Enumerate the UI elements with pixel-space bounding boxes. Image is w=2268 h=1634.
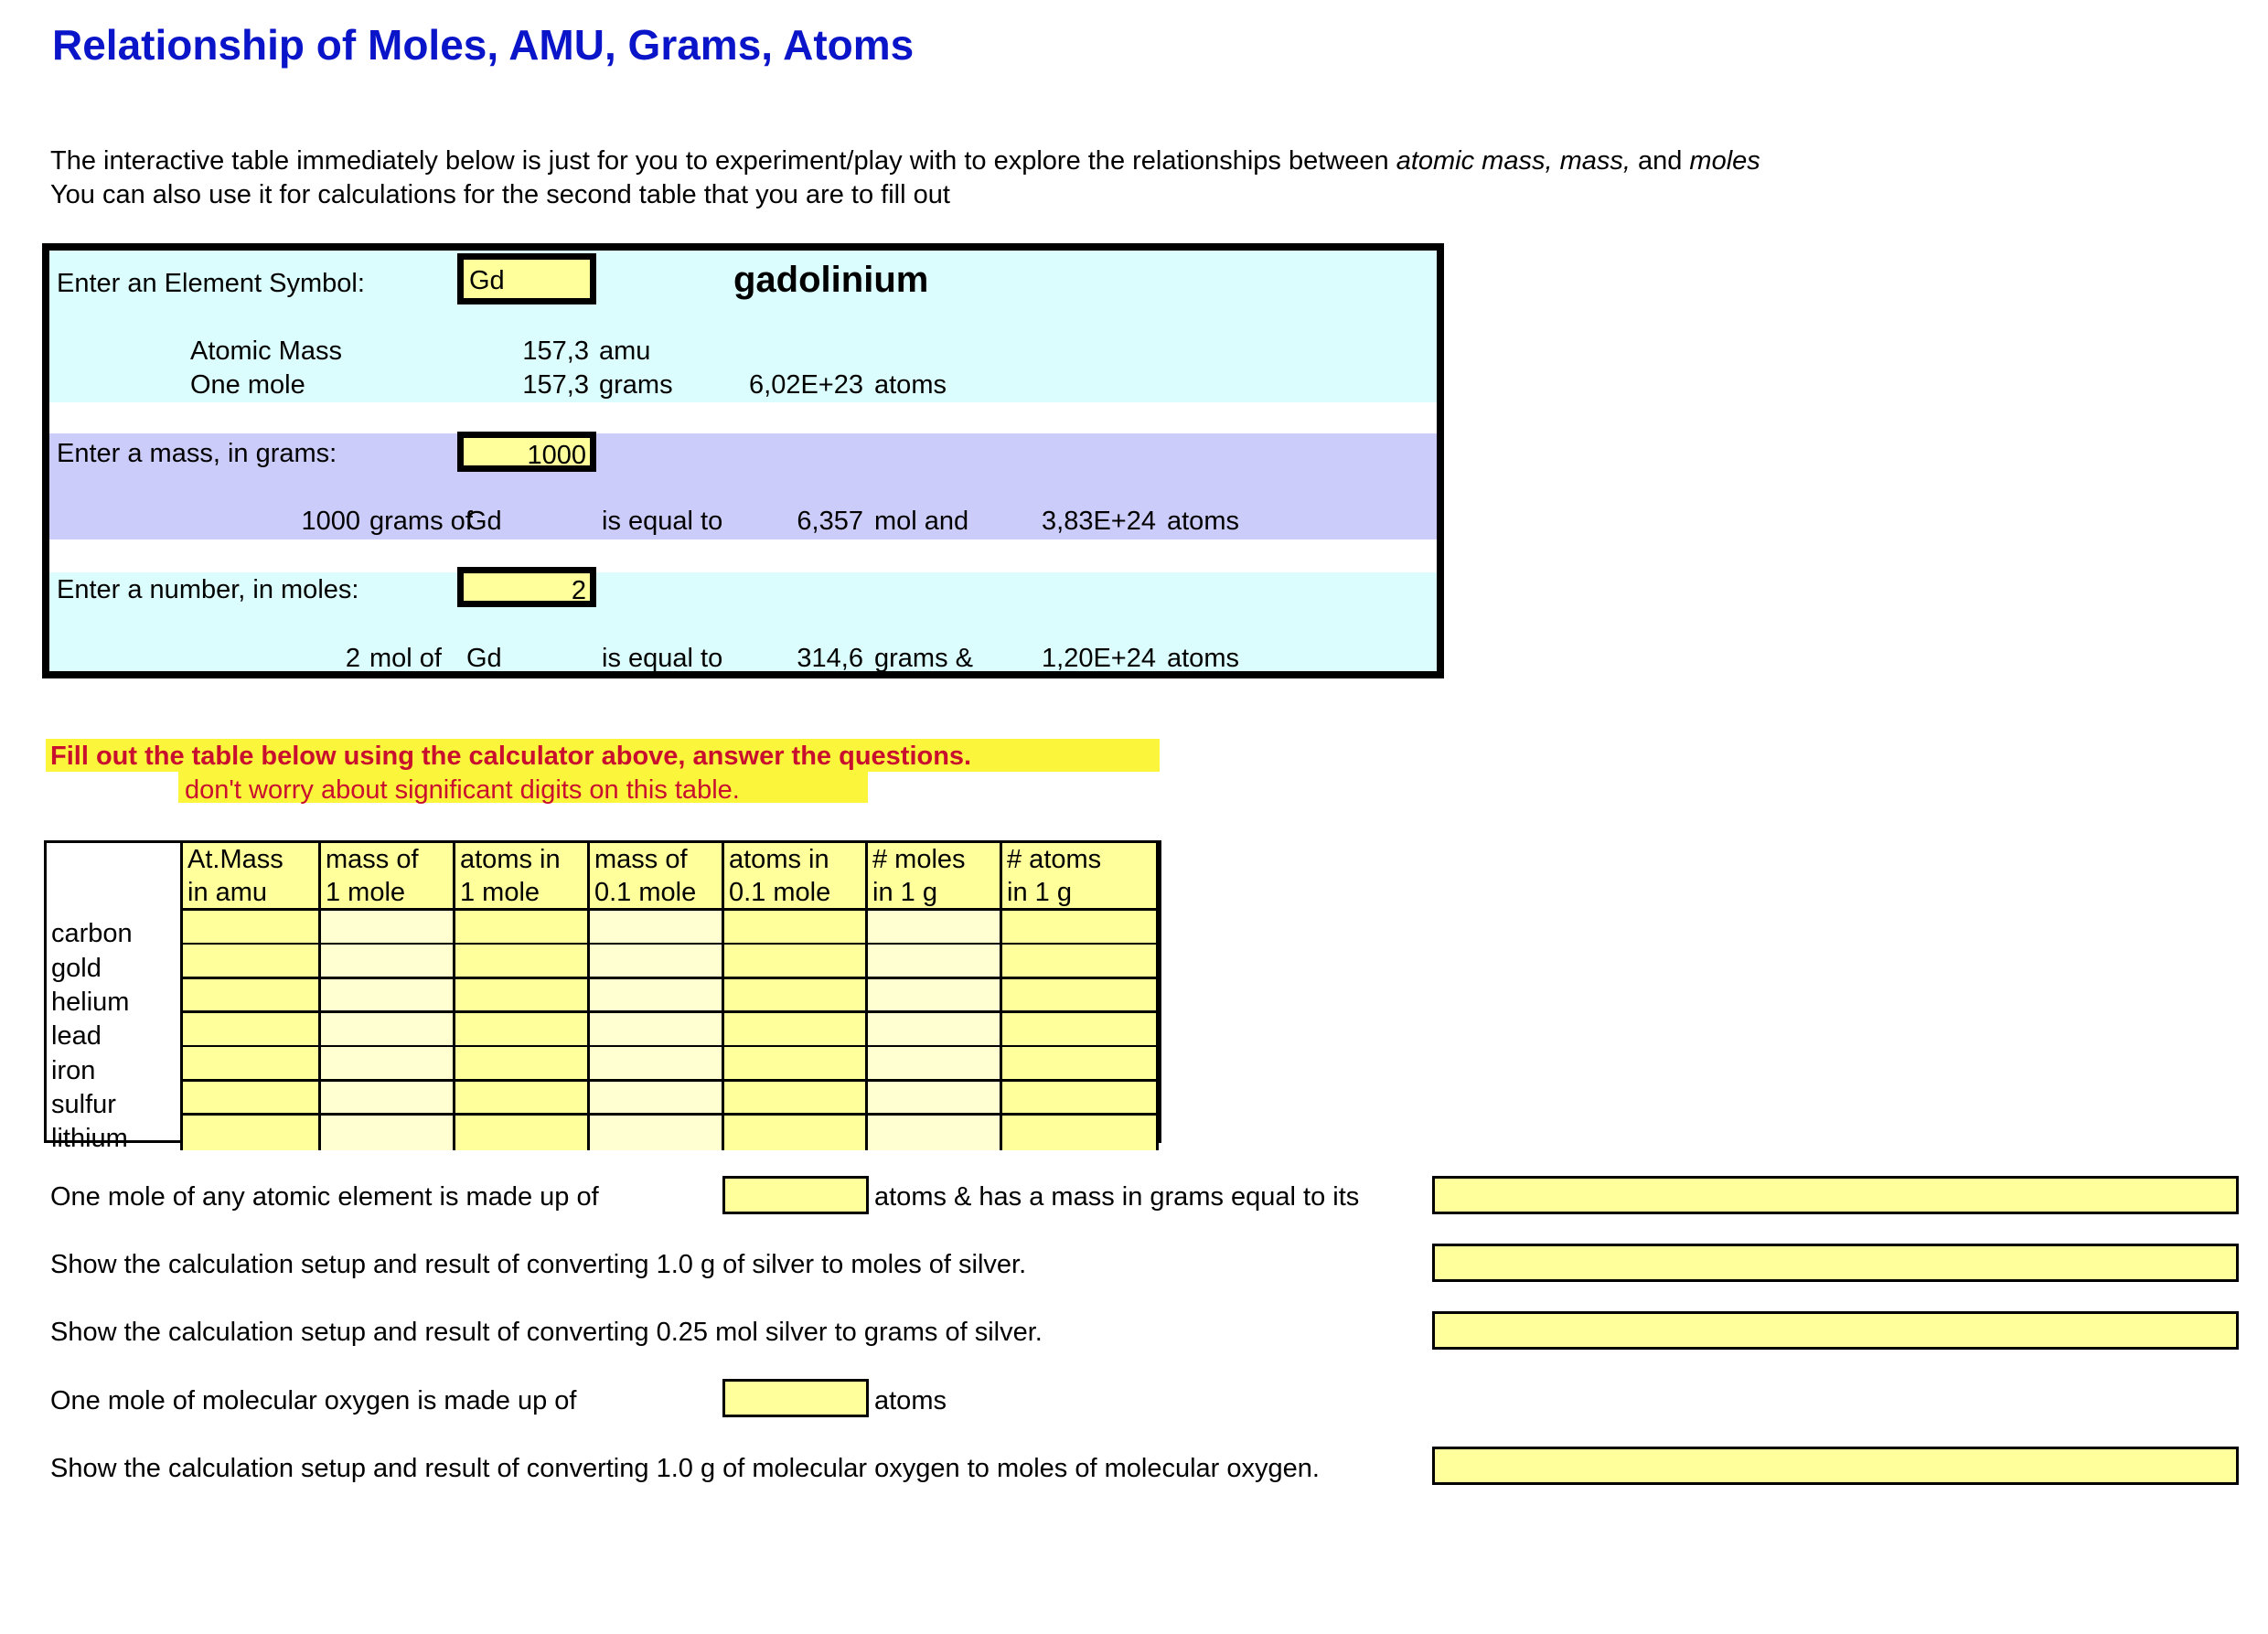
table-input-cell[interactable] (590, 911, 724, 945)
mass-result-grams: 1000 (301, 507, 360, 536)
table-input-cell[interactable] (590, 1047, 724, 1082)
table-header-cell (590, 843, 724, 911)
element-symbol-value: Gd (469, 266, 505, 295)
table-header-label: 0.1 mole (594, 878, 697, 907)
table-input-cell[interactable] (724, 945, 868, 979)
q1-atoms-answer-input[interactable] (722, 1176, 869, 1214)
table-header-label: atoms in (460, 845, 561, 874)
mass-result-equal: is equal to (602, 507, 723, 536)
table-row-label: helium (51, 987, 130, 1017)
table-header-label: in 1 g (872, 878, 937, 907)
table-input-cell[interactable] (1002, 1082, 1159, 1116)
table-input-cell[interactable] (1002, 1116, 1159, 1150)
table-header-label: mass of (594, 845, 688, 874)
table-input-cell[interactable] (1002, 945, 1159, 979)
element-symbol-input[interactable] (457, 253, 596, 304)
table-header-cell (1002, 843, 1159, 911)
table-input-cell[interactable] (868, 1082, 1002, 1116)
element-name: gadolinium (733, 260, 929, 300)
atomic-mass-value: 157,3 (522, 336, 589, 366)
table-row-label: gold (51, 953, 102, 983)
table-input-cell[interactable] (724, 1116, 868, 1150)
table-header-label: in 1 g (1007, 878, 1072, 907)
calculator-box (42, 243, 1444, 678)
instruction-line-2: don't worry about significant digits on this table. (185, 775, 740, 805)
page-title: Relationship of Moles, AMU, Grams, Atoms (52, 21, 915, 69)
table-input-cell[interactable] (590, 1013, 724, 1048)
table-input-cell[interactable] (321, 1013, 455, 1048)
moles-result-atoms-unit: atoms (1167, 644, 1239, 673)
table-input-cell[interactable] (321, 1082, 455, 1116)
intro-italic-terms: atomic mass, mass, (1396, 146, 1631, 176)
mass-result-atoms: 3,83E+24 (1042, 507, 1156, 536)
q2-answer-input[interactable] (1432, 1244, 2239, 1282)
table-input-cell[interactable] (724, 979, 868, 1014)
table-input-cell[interactable] (180, 911, 321, 945)
table-header-label: # moles (872, 845, 966, 874)
table-header-label: in amu (187, 878, 268, 907)
q5-answer-input[interactable] (1432, 1447, 2239, 1485)
question-4-text: One mole of molecular oxygen is made up of (50, 1386, 577, 1415)
avogadro-value: 6,02E+23 (749, 370, 863, 400)
table-header-cell (868, 843, 1002, 911)
moles-result-equal: is equal to (602, 644, 723, 673)
intro-line-2: You can also use it for calculations for the second table that you are to fill out (50, 180, 950, 209)
table-header-label: 0.1 mole (729, 878, 831, 907)
table-input-cell[interactable] (321, 945, 455, 979)
moles-result-atoms: 1,20E+24 (1042, 644, 1156, 673)
table-input-cell[interactable] (868, 1047, 1002, 1082)
table-input-cell[interactable] (1002, 911, 1159, 945)
question-3-text: Show the calculation setup and result of converting 0.25 mol silver to grams of silver. (50, 1318, 1043, 1347)
table-header-label: mass of (326, 845, 419, 874)
intro-line-1 (50, 146, 1760, 176)
table-input-cell[interactable] (590, 979, 724, 1014)
table-header-label: 1 mole (326, 878, 406, 907)
moles-input-value: 2 (571, 576, 586, 605)
table-input-cell[interactable] (180, 979, 321, 1014)
table-input-cell[interactable] (455, 911, 590, 945)
q4-answer-input[interactable] (722, 1379, 869, 1417)
mass-result-grams-of: grams of (369, 507, 473, 536)
table-input-cell[interactable] (455, 1047, 590, 1082)
moles-result-symbol: Gd (466, 644, 502, 673)
intro-text: The interactive table immediately below is just for you to experiment/play with to explore the relationships between (50, 146, 1396, 176)
table-input-cell[interactable] (868, 979, 1002, 1014)
table-input-cell[interactable] (455, 1082, 590, 1116)
table-header-label: # atoms (1007, 845, 1102, 874)
table-header-label: At.Mass (187, 845, 284, 874)
table-input-cell[interactable] (455, 979, 590, 1014)
table-input-cell[interactable] (180, 1047, 321, 1082)
table-input-cell[interactable] (1002, 1013, 1159, 1048)
table-input-cell[interactable] (724, 1013, 868, 1048)
table-input-cell[interactable] (321, 911, 455, 945)
mass-result-symbol: Gd (466, 507, 502, 536)
table-input-cell[interactable] (321, 1047, 455, 1082)
one-mole-value: 157,3 (522, 370, 589, 400)
mass-result-moles: 6,357 (797, 507, 863, 536)
moles-result-moles: 2 (345, 644, 360, 673)
mass-result-atoms-unit: atoms (1167, 507, 1239, 536)
mass-result-moles-unit: mol and (874, 507, 969, 536)
intro-text-and: and (1630, 146, 1690, 176)
table-input-cell[interactable] (455, 1116, 590, 1150)
question-5-text: Show the calculation setup and result of converting 1.0 g of molecular oxygen to moles of molecular oxygen. (50, 1454, 1320, 1483)
table-input-cell[interactable] (1002, 1047, 1159, 1082)
mass-label: Enter a mass, in grams: (57, 439, 337, 468)
moles-input[interactable] (457, 567, 596, 607)
table-input-cell[interactable] (868, 1013, 1002, 1048)
mass-input[interactable] (457, 432, 596, 472)
table-input-cell[interactable] (180, 1082, 321, 1116)
moles-result-grams: 314,6 (797, 644, 863, 673)
one-mole-unit: grams (599, 370, 673, 400)
question-4-text-b: atoms (874, 1386, 947, 1415)
q1-mass-answer-input[interactable] (1432, 1176, 2239, 1214)
table-input-cell[interactable] (1002, 979, 1159, 1014)
question-1-text-b: atoms & has a mass in grams equal to its (874, 1182, 1360, 1212)
table-input-cell[interactable] (868, 911, 1002, 945)
table-header-cell (321, 843, 455, 911)
table-row-label: iron (51, 1055, 96, 1085)
q3-answer-input[interactable] (1432, 1311, 2239, 1350)
instruction-line-1: Fill out the table below using the calculator above, answer the questions. (50, 742, 972, 771)
table-input-cell[interactable] (455, 945, 590, 979)
table-row-label: sulfur (51, 1089, 116, 1119)
table-input-cell[interactable] (321, 1116, 455, 1150)
table-input-cell[interactable] (590, 1082, 724, 1116)
table-input-cell[interactable] (180, 945, 321, 979)
fill-out-table (44, 840, 1161, 1154)
table-header-cell (724, 843, 868, 911)
table-input-cell[interactable] (455, 1013, 590, 1048)
moles-result-mol-of: mol of (369, 644, 442, 673)
symbol-label: Enter an Element Symbol: (57, 269, 365, 298)
table-header-label: 1 mole (460, 878, 540, 907)
table-input-cell[interactable] (590, 1116, 724, 1150)
intro-italic-moles: moles (1689, 146, 1760, 176)
table-input-cell[interactable] (180, 1116, 321, 1150)
table-input-cell[interactable] (590, 945, 724, 979)
table-row-label: carbon (51, 919, 133, 949)
table-row-label: lithium (51, 1124, 128, 1154)
table-input-cell[interactable] (868, 1116, 1002, 1150)
table-input-cell[interactable] (868, 945, 1002, 979)
table-row-label: lead (51, 1021, 102, 1052)
avogadro-unit: atoms (874, 370, 947, 400)
table-header-label: atoms in (729, 845, 829, 874)
table-input-cell[interactable] (180, 1013, 321, 1048)
atomic-mass-label: Atomic Mass (190, 336, 342, 366)
one-mole-label: One mole (190, 370, 305, 400)
table-header-cell (180, 843, 321, 911)
table-input-cell[interactable] (724, 1082, 868, 1116)
table-input-cell[interactable] (321, 979, 455, 1014)
question-2-text: Show the calculation setup and result of converting 1.0 g of silver to moles of silver. (50, 1250, 1027, 1279)
table-header-cell (455, 843, 590, 911)
atomic-mass-unit: amu (599, 336, 651, 366)
moles-result-grams-unit: grams & (874, 644, 973, 673)
moles-label: Enter a number, in moles: (57, 575, 359, 604)
table-input-cell[interactable] (724, 1047, 868, 1082)
table-input-cell[interactable] (724, 911, 868, 945)
mass-input-value: 1000 (527, 441, 586, 470)
question-1-text: One mole of any atomic element is made up of (50, 1182, 599, 1212)
